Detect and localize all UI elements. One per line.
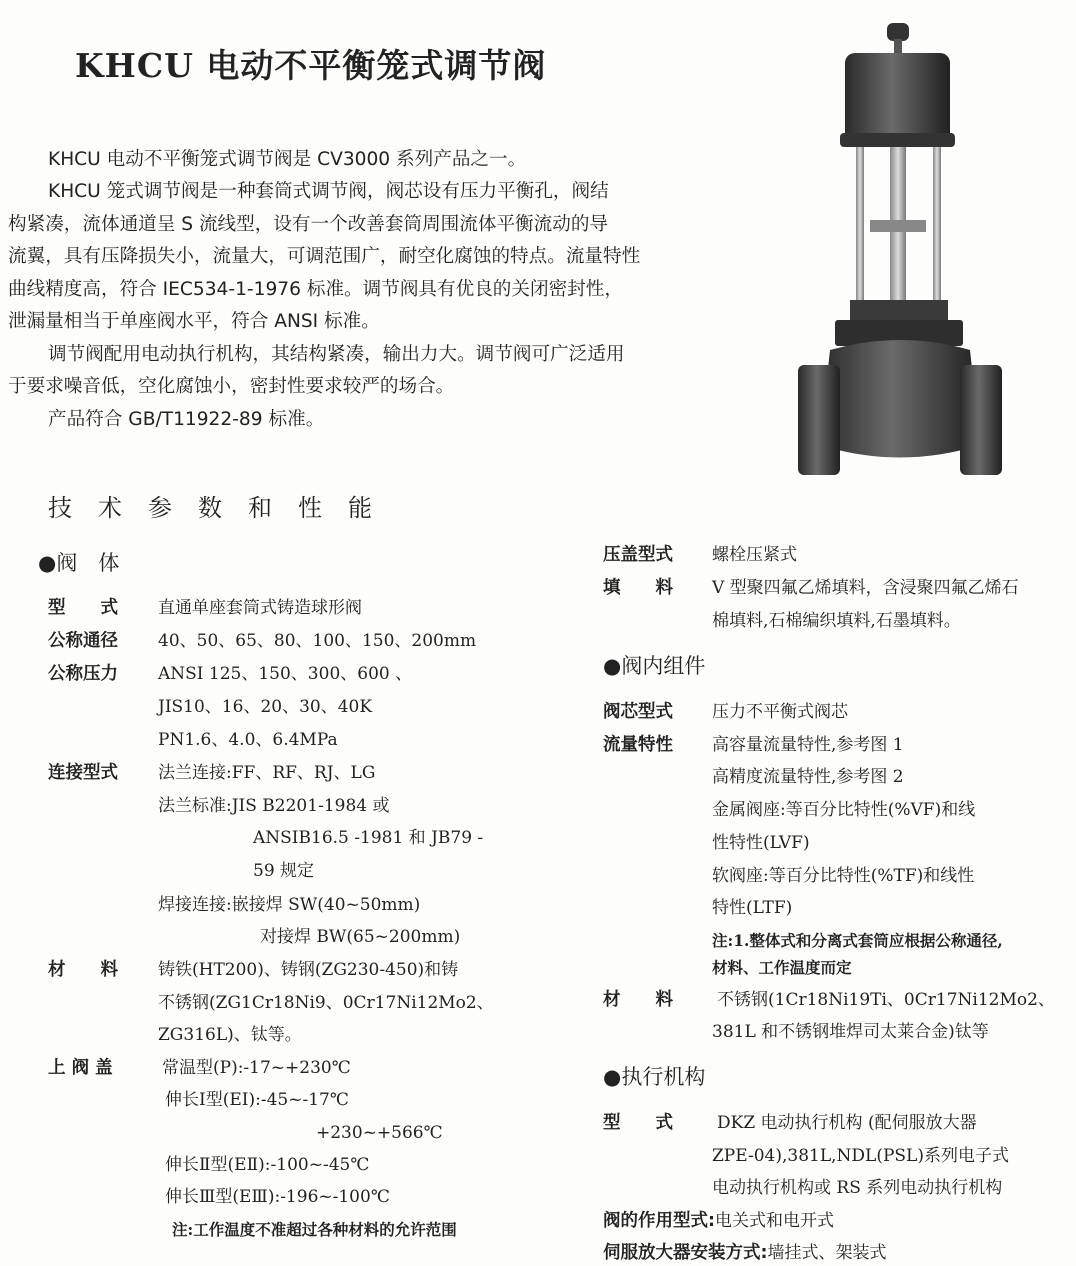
spec-value: 铸铁(HT200)、铸钢(ZG230-450)和铸 (158, 960, 459, 980)
page-title: KHCU 电动不平衡笼式调节阀 (75, 46, 547, 85)
mounting-row (603, 1241, 887, 1266)
spec-label: 阀芯型式 (603, 702, 673, 722)
spec-value: 常温型(P):-17~+230℃ (162, 1058, 351, 1078)
section-heading: ●执行机构 (603, 1065, 706, 1089)
spec-label: 压盖型式 (603, 545, 673, 565)
section-heading: ●阀 体 (38, 551, 120, 575)
intro-line: 产品符合 GB/T11922-89 标准。 (48, 409, 325, 430)
spec-value: 59 规定 (253, 861, 315, 881)
spec-label: 型 式 (603, 1113, 673, 1133)
intro-line: 于要求噪音低，空化腐蚀小，密封性要求较严的场合。 (8, 376, 455, 397)
section-heading: ●阀内组件 (603, 654, 706, 678)
spec-value: PN1.6、4.0、6.4MPa (158, 730, 338, 750)
spec-note: 注:1.整体式和分离式套筒应根据公称通径, (712, 931, 1003, 950)
spec-label: 填 料 (603, 578, 673, 598)
intro-line: 调节阀配用电动执行机构，其结构紧凑，输出力大。调节阀可广泛适用 (48, 344, 625, 365)
spec-value: 高容量流量特性,参考图 1 (712, 735, 904, 755)
spec-value: 特性(LTF) (712, 898, 793, 918)
spec-value: 伸长Ⅱ型(EⅡ):-100~-45℃ (165, 1155, 370, 1175)
spec-value: 法兰标准:JIS B2201-1984 或 (158, 796, 390, 816)
spec-note: 材料、工作温度而定 (712, 958, 852, 977)
spec-value: 40、50、65、80、100、150、200mm (158, 631, 477, 651)
spec-value: ANSIB16.5 -1981 和 JB79 - (253, 828, 484, 848)
spec-value: ANSI 125、150、300、600 、 (158, 664, 413, 684)
valve-photo (790, 15, 1010, 485)
spec-label: 伺服放大器安装方式: (603, 1243, 768, 1263)
spec-value: 伸长Ⅲ型(EⅢ):-196~-100℃ (165, 1187, 390, 1207)
spec-value: +230~+566℃ (316, 1123, 443, 1143)
spec-value: 不锈钢(1Cr18Ni19Ti、0Cr17Ni12Mo2、 (717, 990, 1055, 1010)
spec-value: V 型聚四氟乙烯填料，含浸聚四氟乙烯石 (712, 578, 1019, 598)
spec-value: 381L 和不锈钢堆焊司太莱合金)钛等 (712, 1022, 989, 1042)
spec-value: 焊接连接:嵌接焊 SW(40~50mm) (158, 895, 421, 915)
intro-line: 曲线精度高，符合 IEC534-1-1976 标准。调节阀具有优良的关闭密封性， (8, 279, 623, 300)
spec-label: 连接型式 (48, 763, 118, 783)
intro-line: 构紧凑，流体通道呈 S 流线型，设有一个改善套筒周围流体平衡流动的导 (8, 214, 609, 235)
spec-label: 公称压力 (48, 664, 118, 684)
spec-value: 电动执行机构或 RS 系列电动执行机构 (712, 1178, 1003, 1198)
spec-value: 软阀座:等百分比特性(%TF)和线性 (712, 866, 975, 886)
spec-value: DKZ 电动执行机构 (配伺服放大器 (717, 1113, 977, 1133)
spec-value: 直通单座套筒式铸造球形阀 (158, 598, 362, 618)
intro-line: KHCU 笼式调节阀是一种套筒式调节阀，阀芯设有压力平衡孔，阀结 (48, 181, 609, 202)
spec-value: JIS10、16、20、30、40K (158, 697, 373, 717)
spec-value: 法兰连接:FF、RF、RJ、LG (158, 763, 376, 783)
spec-label: 型 式 (48, 598, 118, 618)
intro-line: KHCU 电动不平衡笼式调节阀是 CV3000 系列产品之一。 (48, 149, 527, 170)
spec-label: 公称通径 (48, 631, 118, 651)
spec-value: 电关式和电开式 (715, 1211, 834, 1231)
spec-value: ZPE-04),381L,NDL(PSL)系列电子式 (712, 1146, 1009, 1166)
action-row (603, 1209, 834, 1234)
spec-value: 不锈钢(ZG1Cr18Ni9、0Cr17Ni12Mo2、 (158, 993, 494, 1013)
spec-value: 压力不平衡式阀芯 (712, 702, 848, 722)
spec-value: 对接焊 BW(65~200mm) (260, 927, 461, 947)
spec-value: 金属阀座:等百分比特性(%VF)和线 (712, 800, 976, 820)
spec-label: 材 料 (48, 960, 118, 980)
spec-label: 流量特性 (603, 735, 673, 755)
spec-label: 上 阀 盖 (48, 1058, 113, 1078)
intro-line: 泄漏量相当于单座阀水平，符合 ANSI 标准。 (8, 311, 380, 332)
spec-value: 墙挂式、架装式 (767, 1243, 887, 1263)
spec-value: ZG316L)、钛等。 (158, 1025, 302, 1045)
spec-value: 棉填料,石棉编织填料,石墨填料。 (712, 611, 961, 631)
spec-note: 注:工作温度不准超过各种材料的允许范围 (172, 1220, 457, 1239)
spec-label: 阀的作用型式: (603, 1211, 715, 1231)
spec-value: 性特性(LVF) (712, 833, 810, 853)
spec-value: 螺栓压紧式 (712, 545, 797, 565)
intro-line: 流翼，具有压降损失小，流量大，可调范围广，耐空化腐蚀的特点。流量特性 (8, 246, 641, 267)
spec-value: 伸长Ⅰ型(EⅠ):-45~-17℃ (165, 1090, 349, 1110)
spec-section-title: 技术参数和性能 (48, 494, 398, 522)
spec-value: 高精度流量特性,参考图 2 (712, 767, 904, 787)
spec-label: 材 料 (603, 990, 673, 1010)
